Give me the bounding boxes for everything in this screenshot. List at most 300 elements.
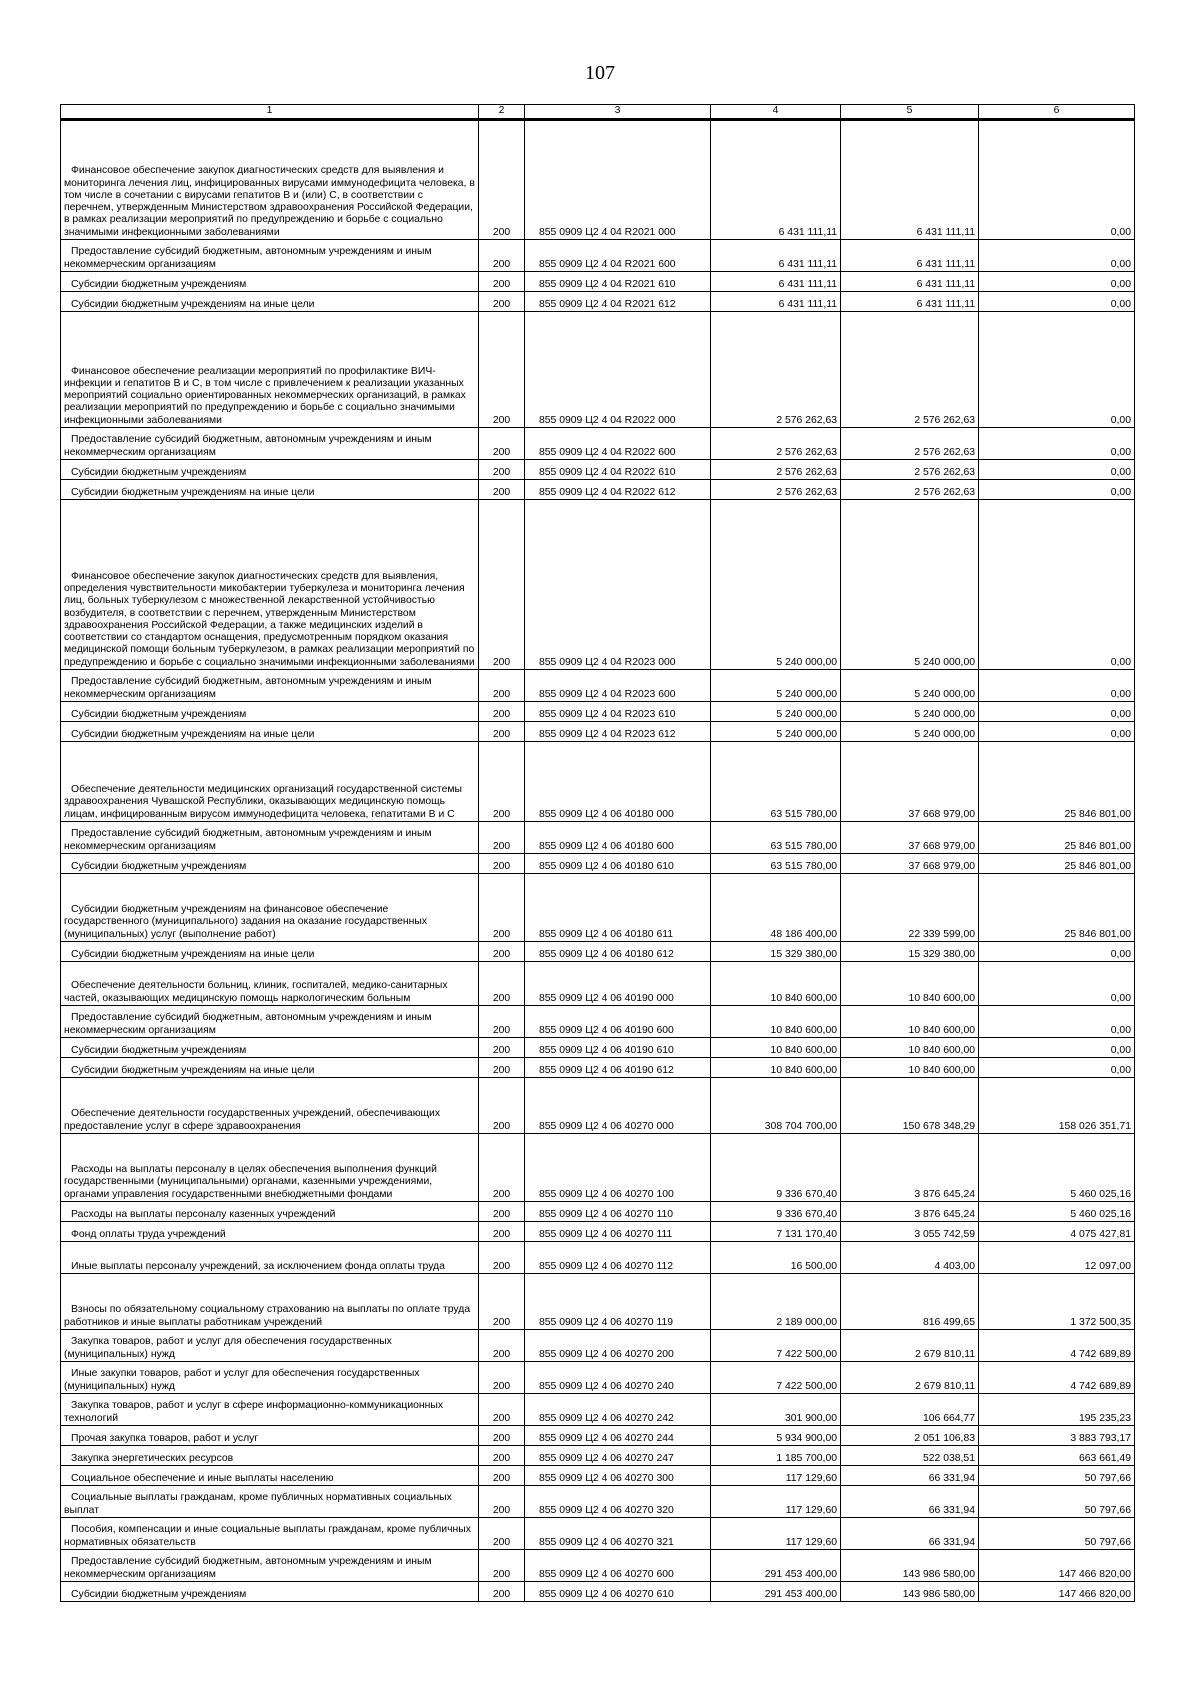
amount-col4-cell: 2 576 262,63 [711,312,841,428]
amount-col6-cell: 0,00 [979,428,1135,460]
row-name-cell [61,670,479,702]
amount-col4-cell: 2 576 262,63 [711,428,841,460]
amount-col5-cell: 816 499,65 [841,1274,979,1330]
kvsr-cell: 200 [479,702,525,722]
amount-col6-cell: 0,00 [979,500,1135,670]
budget-table [60,104,1135,1602]
amount-col5-cell: 2 576 262,63 [841,312,979,428]
code-cell: 855 0909 Ц2 4 04 R2023 610 [525,702,711,722]
kvsr-cell: 200 [479,1446,525,1466]
amount-col4-cell: 291 453 400,00 [711,1582,841,1602]
row-name-text: Предоставление субсидий бюджетным, автономным учреждениям и иным некоммерческим организациям [64,434,432,458]
row-name-text: Иные выплаты персоналу учреждений, за исключением фонда оплаты труда [71,1260,445,1272]
amount-col6-cell: 0,00 [979,292,1135,312]
row-name-text: Субсидии бюджетным учреждениям [71,1588,247,1600]
table-row [61,822,1135,854]
row-name-text: Предоставление субсидий бюджетным, автономным учреждениям и иным некоммерческим организациям [64,676,432,700]
code-cell: 855 0909 Ц2 4 06 40180 612 [525,942,711,962]
amount-col4-cell: 6 431 111,11 [711,240,841,272]
amount-col6-cell: 25 846 801,00 [979,854,1135,874]
amount-col5-cell: 10 840 600,00 [841,1038,979,1058]
amount-col6-cell: 158 026 351,71 [979,1078,1135,1134]
kvsr-cell: 200 [479,822,525,854]
row-name-text: Предоставление субсидий бюджетным, автономным учреждениям и иным некоммерческим организациям [64,1012,432,1036]
row-name-cell [61,120,479,240]
amount-col6-cell: 4 742 689,89 [979,1330,1135,1362]
code-cell: 855 0909 Ц2 4 06 40190 000 [525,962,711,1006]
amount-col6-cell: 0,00 [979,312,1135,428]
table-row [61,1078,1135,1134]
amount-col6-cell: 5 460 025,16 [979,1134,1135,1202]
row-name-text: Субсидии бюджетным учреждениям на иные цели [71,728,315,740]
table-row [61,120,1135,240]
amount-col5-cell: 22 339 599,00 [841,874,979,942]
row-name-text: Финансовое обеспечение закупок диагностических средств для выявления и мониторинга лечения лиц, инфицированных вирусами иммунодефицита человека, в том числе в сочетании с вирусами гепатитов В и (или) С, в соответствии с перечнем, утвержденным Министерством здравоохранения Российской Федерации, в рамках реализации мероприятий по предупреждению и борьбе с социально значимыми инфекционными заболеваниями [64,165,475,238]
table-body [61,120,1135,1602]
amount-col6-cell: 0,00 [979,722,1135,742]
amount-col5-cell: 3 876 645,24 [841,1134,979,1202]
row-name-cell [61,292,479,312]
amount-col5-cell: 3 876 645,24 [841,1202,979,1222]
amount-col5-cell: 15 329 380,00 [841,942,979,962]
row-name-cell [61,1242,479,1274]
table-row [61,1426,1135,1446]
kvsr-cell: 200 [479,1466,525,1486]
amount-col5-cell: 522 038,51 [841,1446,979,1466]
row-name-text: Социальные выплаты гражданам, кроме публичных нормативных социальных выплат [64,1492,452,1516]
code-cell: 855 0909 Ц2 4 04 R2021 000 [525,120,711,240]
amount-col5-cell: 5 240 000,00 [841,722,979,742]
code-cell: 855 0909 Ц2 4 04 R2021 600 [525,240,711,272]
amount-col6-cell: 0,00 [979,942,1135,962]
amount-col6-cell: 25 846 801,00 [979,874,1135,942]
kvsr-cell: 200 [479,1202,525,1222]
table-row [61,1222,1135,1242]
kvsr-cell: 200 [479,1222,525,1242]
kvsr-cell: 200 [479,1394,525,1426]
kvsr-cell: 200 [479,742,525,822]
amount-col6-cell: 0,00 [979,670,1135,702]
code-cell: 855 0909 Ц2 4 06 40270 300 [525,1466,711,1486]
column-header: 5 [841,105,979,120]
amount-col5-cell: 10 840 600,00 [841,962,979,1006]
table-row [61,1550,1135,1582]
amount-col4-cell: 2 576 262,63 [711,480,841,500]
kvsr-cell: 200 [479,1078,525,1134]
table-row [61,722,1135,742]
code-cell: 855 0909 Ц2 4 06 40270 111 [525,1222,711,1242]
code-cell: 855 0909 Ц2 4 06 40180 611 [525,874,711,942]
row-name-text: Закупка энергетических ресурсов [71,1452,234,1464]
row-name-cell [61,1362,479,1394]
amount-col6-cell: 0,00 [979,1006,1135,1038]
amount-col4-cell: 7 422 500,00 [711,1330,841,1362]
amount-col6-cell: 50 797,66 [979,1518,1135,1550]
code-cell: 855 0909 Ц2 4 06 40270 244 [525,1426,711,1446]
row-name-cell [61,1582,479,1602]
kvsr-cell: 200 [479,1038,525,1058]
column-header: 3 [525,105,711,120]
row-name-cell [61,480,479,500]
column-header: 2 [479,105,525,120]
table-row [61,1274,1135,1330]
amount-col6-cell: 4 075 427,81 [979,1222,1135,1242]
table-row [61,292,1135,312]
table-row [61,962,1135,1006]
code-cell: 855 0909 Ц2 4 06 40270 112 [525,1242,711,1274]
row-name-cell [61,942,479,962]
amount-col6-cell: 5 460 025,16 [979,1202,1135,1222]
row-name-cell [61,742,479,822]
column-header: 6 [979,105,1135,120]
row-name-text: Субсидии бюджетным учреждениям на иные цели [71,298,315,310]
amount-col5-cell: 143 986 580,00 [841,1582,979,1602]
code-cell: 855 0909 Ц2 4 06 40190 600 [525,1006,711,1038]
kvsr-cell: 200 [479,722,525,742]
amount-col4-cell: 5 240 000,00 [711,702,841,722]
kvsr-cell: 200 [479,312,525,428]
table-row [61,1394,1135,1426]
table-header [61,105,1135,120]
table-row [61,460,1135,480]
amount-col4-cell: 15 329 380,00 [711,942,841,962]
row-name-cell [61,428,479,460]
table-row [61,874,1135,942]
table-row [61,1330,1135,1362]
kvsr-cell: 200 [479,1518,525,1550]
row-name-text: Предоставление субсидий бюджетным, автономным учреждениям и иным некоммерческим организациям [64,246,432,270]
code-cell: 855 0909 Ц2 4 04 R2022 000 [525,312,711,428]
amount-col6-cell: 25 846 801,00 [979,822,1135,854]
amount-col6-cell: 0,00 [979,1038,1135,1058]
kvsr-cell: 200 [479,480,525,500]
row-name-cell [61,1058,479,1078]
row-name-cell [61,854,479,874]
row-name-cell [61,1202,479,1222]
amount-col6-cell: 0,00 [979,120,1135,240]
amount-col4-cell: 5 240 000,00 [711,670,841,702]
code-cell: 855 0909 Ц2 4 06 40270 247 [525,1446,711,1466]
amount-col5-cell: 66 331,94 [841,1466,979,1486]
code-cell: 855 0909 Ц2 4 06 40270 000 [525,1078,711,1134]
amount-col4-cell: 308 704 700,00 [711,1078,841,1134]
code-cell: 855 0909 Ц2 4 04 R2022 612 [525,480,711,500]
row-name-cell [61,272,479,292]
table-row [61,1134,1135,1202]
amount-col6-cell: 0,00 [979,240,1135,272]
amount-col5-cell: 5 240 000,00 [841,670,979,702]
row-name-text: Субсидии бюджетным учреждениям на финансовое обеспечение государственного (муниципального) задания на оказание государственных (муниципальных) услуг (выполнение работ) [64,904,428,940]
kvsr-cell: 200 [479,1134,525,1202]
amount-col5-cell: 2 051 106,83 [841,1426,979,1446]
code-cell: 855 0909 Ц2 4 06 40270 200 [525,1330,711,1362]
kvsr-cell: 200 [479,962,525,1006]
code-cell: 855 0909 Ц2 4 06 40190 612 [525,1058,711,1078]
code-cell: 855 0909 Ц2 4 06 40270 320 [525,1486,711,1518]
kvsr-cell: 200 [479,670,525,702]
kvsr-cell: 200 [479,428,525,460]
row-name-cell [61,1222,479,1242]
kvsr-cell: 200 [479,1362,525,1394]
row-name-cell [61,1394,479,1426]
row-name-cell [61,1466,479,1486]
amount-col5-cell: 6 431 111,11 [841,240,979,272]
row-name-text: Прочая закупка товаров, работ и услуг [71,1432,259,1444]
table-row [61,1362,1135,1394]
kvsr-cell: 200 [479,292,525,312]
row-name-cell [61,702,479,722]
table-row [61,1446,1135,1466]
row-name-text: Субсидии бюджетным учреждениям [71,708,247,720]
table-row [61,1518,1135,1550]
row-name-text: Предоставление субсидий бюджетным, автономным учреждениям и иным некоммерческим организациям [64,1556,432,1580]
kvsr-cell: 200 [479,460,525,480]
amount-col4-cell: 1 185 700,00 [711,1446,841,1466]
row-name-text: Субсидии бюджетным учреждениям [71,278,247,290]
amount-col5-cell: 6 431 111,11 [841,120,979,240]
amount-col4-cell: 10 840 600,00 [711,1058,841,1078]
page-number: 107 [585,62,615,84]
table-row [61,670,1135,702]
table-row [61,742,1135,822]
row-name-cell [61,312,479,428]
row-name-cell [61,1426,479,1446]
table-row [61,480,1135,500]
amount-col5-cell: 6 431 111,11 [841,292,979,312]
code-cell: 855 0909 Ц2 4 04 R2022 600 [525,428,711,460]
row-name-text: Обеспечение деятельности больниц, клиник, госпиталей, медико-санитарных частей, оказывающих медицинскую помощь наркологическим больным [64,980,448,1004]
amount-col4-cell: 63 515 780,00 [711,742,841,822]
row-name-text: Субсидии бюджетным учреждениям на иные цели [71,948,315,960]
row-name-text: Финансовое обеспечение реализации мероприятий по профилактике ВИЧ-инфекции и гепатитов В и С, в том числе с привлечением к реализации указанных мероприятий социально ориентированных некоммерческих организаций, в рамках реализации мероприятий по предупреждению и борьбе с социально значимыми инфекционными заболеваниями [64,365,466,426]
kvsr-cell: 200 [479,500,525,670]
kvsr-cell: 200 [479,1486,525,1518]
table-row [61,272,1135,292]
amount-col4-cell: 7 131 170,40 [711,1222,841,1242]
code-cell: 855 0909 Ц2 4 06 40180 600 [525,822,711,854]
amount-col5-cell: 143 986 580,00 [841,1550,979,1582]
row-name-text: Обеспечение деятельности государственных учреждений, обеспечивающих предоставление услуг в сфере здравоохранения [64,1108,441,1132]
row-name-text: Взносы по обязательному социальному страхованию на выплаты по оплате труда работников и иные выплаты работникам учреждений [64,1304,471,1328]
amount-col5-cell: 10 840 600,00 [841,1058,979,1078]
code-cell: 855 0909 Ц2 4 06 40270 600 [525,1550,711,1582]
kvsr-cell: 200 [479,942,525,962]
row-name-text: Предоставление субсидий бюджетным, автономным учреждениям и иным некоммерческим организациям [64,828,432,852]
row-name-text: Пособия, компенсации и иные социальные выплаты гражданам, кроме публичных нормативных обязательств [64,1524,471,1548]
row-name-cell [61,1518,479,1550]
kvsr-cell: 200 [479,1582,525,1602]
row-name-cell [61,1006,479,1038]
kvsr-cell: 200 [479,1242,525,1274]
code-cell: 855 0909 Ц2 4 06 40270 119 [525,1274,711,1330]
amount-col4-cell: 117 129,60 [711,1486,841,1518]
amount-col4-cell: 291 453 400,00 [711,1550,841,1582]
amount-col5-cell: 6 431 111,11 [841,272,979,292]
amount-col5-cell: 150 678 348,29 [841,1078,979,1134]
amount-col5-cell: 2 679 810,11 [841,1362,979,1394]
kvsr-cell: 200 [479,854,525,874]
code-cell: 855 0909 Ц2 4 04 R2023 600 [525,670,711,702]
amount-col5-cell: 37 668 979,00 [841,742,979,822]
amount-col6-cell: 4 742 689,89 [979,1362,1135,1394]
row-name-text: Субсидии бюджетным учреждениям [71,860,247,872]
code-cell: 855 0909 Ц2 4 06 40270 240 [525,1362,711,1394]
amount-col6-cell: 3 883 793,17 [979,1426,1135,1446]
row-name-cell [61,240,479,272]
row-name-cell [61,822,479,854]
row-name-text: Финансовое обеспечение закупок диагностических средств для выявления, определения чувствительности микобактерии туберкулеза и мониторинга лечения лиц, больных туберкулезом с множественной лекарственной устойчивостью возбудителя, в соответствии с перечнем, утвержденным Министерством здравоохранения Российской Федерации, а также медицинских изделий в соответствии со стандартом оснащения, предусмотренным порядком оказания медицинской помощи больным туберкулезом, в рамках реализации мероприятий по предупреждению и борьбе с социально значимыми инфекционными заболеваниями [64,570,475,668]
table-row [61,312,1135,428]
amount-col5-cell: 2 576 262,63 [841,480,979,500]
amount-col6-cell: 50 797,66 [979,1486,1135,1518]
kvsr-cell: 200 [479,240,525,272]
amount-col5-cell: 37 668 979,00 [841,854,979,874]
amount-col6-cell: 0,00 [979,702,1135,722]
table-row [61,1038,1135,1058]
row-name-cell [61,1274,479,1330]
amount-col6-cell: 0,00 [979,480,1135,500]
amount-col5-cell: 2 679 810,11 [841,1330,979,1362]
table-row [61,1058,1135,1078]
row-name-cell [61,500,479,670]
code-cell: 855 0909 Ц2 4 06 40180 000 [525,742,711,822]
amount-col4-cell: 48 186 400,00 [711,874,841,942]
table-row [61,1202,1135,1222]
row-name-text: Субсидии бюджетным учреждениям на иные цели [71,1064,315,1076]
amount-col4-cell: 9 336 670,40 [711,1134,841,1202]
code-cell: 855 0909 Ц2 4 06 40270 110 [525,1202,711,1222]
row-name-cell [61,1134,479,1202]
amount-col4-cell: 5 240 000,00 [711,722,841,742]
table-row [61,1582,1135,1602]
code-cell: 855 0909 Ц2 4 06 40270 242 [525,1394,711,1426]
row-name-text: Социальное обеспечение и иные выплаты населению [71,1472,334,1484]
row-name-cell [61,962,479,1006]
amount-col6-cell: 0,00 [979,1058,1135,1078]
row-name-text: Субсидии бюджетным учреждениям [71,466,247,478]
amount-col4-cell: 2 189 000,00 [711,1274,841,1330]
row-name-cell [61,1550,479,1582]
amount-col6-cell: 147 466 820,00 [979,1550,1135,1582]
amount-col4-cell: 6 431 111,11 [711,272,841,292]
amount-col5-cell: 3 055 742,59 [841,1222,979,1242]
table-row [61,1242,1135,1274]
amount-col6-cell: 663 661,49 [979,1446,1135,1466]
table-row [61,1466,1135,1486]
code-cell: 855 0909 Ц2 4 04 R2023 612 [525,722,711,742]
kvsr-cell: 200 [479,1274,525,1330]
table-row [61,702,1135,722]
row-name-text: Субсидии бюджетным учреждениям [71,1044,247,1056]
amount-col5-cell: 5 240 000,00 [841,702,979,722]
amount-col4-cell: 117 129,60 [711,1518,841,1550]
code-cell: 855 0909 Ц2 4 06 40270 610 [525,1582,711,1602]
table-row [61,1006,1135,1038]
row-name-text: Закупка товаров, работ и услуг для обеспечения государственных (муниципальных) нужд [64,1336,392,1360]
row-name-text: Обеспечение деятельности медицинских организаций государственной системы здравоохранения Чувашской Республики, оказывающих медицинскую помощь лицам, инфицированным вирусом иммунодефицита человека, гепатитами В и С [64,784,462,820]
amount-col5-cell: 66 331,94 [841,1486,979,1518]
row-name-text: Иные закупки товаров, работ и услуг для обеспечения государственных (муниципальных) нужд [64,1368,420,1392]
amount-col6-cell: 0,00 [979,962,1135,1006]
table-row [61,500,1135,670]
amount-col4-cell: 9 336 670,40 [711,1202,841,1222]
amount-col6-cell: 0,00 [979,272,1135,292]
row-name-cell [61,1078,479,1134]
amount-col4-cell: 5 240 000,00 [711,500,841,670]
amount-col6-cell: 0,00 [979,460,1135,480]
code-cell: 855 0909 Ц2 4 04 R2022 610 [525,460,711,480]
amount-col4-cell: 16 500,00 [711,1242,841,1274]
amount-col5-cell: 5 240 000,00 [841,500,979,670]
column-header: 1 [61,105,479,120]
amount-col6-cell: 12 097,00 [979,1242,1135,1274]
code-cell: 855 0909 Ц2 4 06 40270 321 [525,1518,711,1550]
kvsr-cell: 200 [479,272,525,292]
code-cell: 855 0909 Ц2 4 06 40270 100 [525,1134,711,1202]
amount-col4-cell: 10 840 600,00 [711,1006,841,1038]
code-cell: 855 0909 Ц2 4 06 40180 610 [525,854,711,874]
code-cell: 855 0909 Ц2 4 06 40190 610 [525,1038,711,1058]
amount-col4-cell: 7 422 500,00 [711,1362,841,1394]
amount-col5-cell: 10 840 600,00 [841,1006,979,1038]
code-cell: 855 0909 Ц2 4 04 R2021 610 [525,272,711,292]
column-header: 4 [711,105,841,120]
table-row [61,942,1135,962]
amount-col4-cell: 301 900,00 [711,1394,841,1426]
amount-col5-cell: 106 664,77 [841,1394,979,1426]
kvsr-cell: 200 [479,1330,525,1362]
row-name-text: Закупка товаров, работ и услуг в сфере информационно-коммуникационных технологий [64,1400,444,1424]
amount-col4-cell: 63 515 780,00 [711,854,841,874]
amount-col4-cell: 2 576 262,63 [711,460,841,480]
amount-col6-cell: 147 466 820,00 [979,1582,1135,1602]
row-name-cell [61,1038,479,1058]
amount-col4-cell: 5 934 900,00 [711,1426,841,1446]
code-cell: 855 0909 Ц2 4 04 R2021 612 [525,292,711,312]
table-row [61,428,1135,460]
row-name-text: Фонд оплаты труда учреждений [71,1228,226,1240]
row-name-text: Субсидии бюджетным учреждениям на иные цели [71,486,315,498]
amount-col5-cell: 66 331,94 [841,1518,979,1550]
amount-col6-cell: 25 846 801,00 [979,742,1135,822]
amount-col5-cell: 37 668 979,00 [841,822,979,854]
row-name-cell [61,1330,479,1362]
kvsr-cell: 200 [479,1426,525,1446]
amount-col4-cell: 10 840 600,00 [711,1038,841,1058]
row-name-text: Расходы на выплаты персоналу в целях обеспечения выполнения функций государственными (муниципальными) органами, казенными учреждениями, органами управления государственными внебюджетными фондами [64,1164,437,1200]
amount-col5-cell: 2 576 262,63 [841,428,979,460]
table-row [61,240,1135,272]
amount-col5-cell: 4 403,00 [841,1242,979,1274]
table-row [61,854,1135,874]
kvsr-cell: 200 [479,874,525,942]
amount-col4-cell: 6 431 111,11 [711,120,841,240]
kvsr-cell: 200 [479,1550,525,1582]
amount-col4-cell: 117 129,60 [711,1466,841,1486]
table-row [61,1486,1135,1518]
row-name-cell [61,874,479,942]
kvsr-cell: 200 [479,1006,525,1038]
code-cell: 855 0909 Ц2 4 04 R2023 000 [525,500,711,670]
row-name-cell [61,460,479,480]
amount-col5-cell: 2 576 262,63 [841,460,979,480]
amount-col6-cell: 195 235,23 [979,1394,1135,1426]
amount-col6-cell: 1 372 500,35 [979,1274,1135,1330]
amount-col6-cell: 50 797,66 [979,1466,1135,1486]
row-name-cell [61,1446,479,1466]
amount-col4-cell: 6 431 111,11 [711,292,841,312]
amount-col4-cell: 10 840 600,00 [711,962,841,1006]
